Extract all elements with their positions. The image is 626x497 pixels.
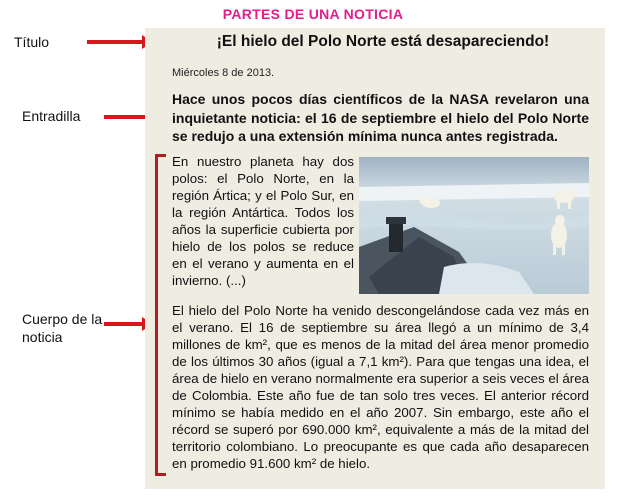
label-entradilla: Entradilla	[22, 108, 81, 124]
news-headline: ¡El hielo del Polo Norte está desapareciendo!	[216, 33, 550, 50]
news-lead: Hace unos pocos días científicos de la NASA revelaron una inquietante noticia: el 16 de septiembre el hielo del Polo Norte se redujo a una extensión mínima nunca antes registrada.	[172, 91, 589, 144]
label-titulo: Título	[14, 34, 50, 50]
news-body-full: El hielo del Polo Norte ha venido descongelándose cada vez más en el verano. El 16 de septiembre su área llegó a un mínimo de 3,4 millones de km², que es menos de la mitad del área menor promedio de los últimos 30 años (igual a 7,1 km²). Para que tengas una idea, el área de hielo en verano normalmente era superior a seis veces el área de Colombia. Este año fue de tan solo tres veces. El anterior récord mínimo se había medido en el año 2007. Sin embargo, este año el récord se superó por 690.000 km², equivalente a más de la mitad del territorio colombiano. Lo preocupante es que cada año desaparecen en promedio 91.600 km² de hielo.	[172, 303, 589, 471]
news-body-column: En nuestro planeta hay dos polos: el Polo Norte, en la región Ártica; y el Polo Sur, en la región Antártica. Todos los años la superficie cubierta por hielo de los polos se reduce en el verano y aumenta en el invierno. (...)	[172, 154, 354, 288]
arrow-cuerpo	[104, 322, 144, 326]
polar-bear-image	[359, 157, 589, 294]
news-date: Miércoles 8 de 2013.	[172, 67, 275, 79]
arrow-titulo	[87, 40, 144, 44]
label-cuerpo: Cuerpo de la noticia	[22, 311, 103, 345]
page-heading: PARTES DE UNA NOTICIA	[222, 6, 404, 22]
body-bracket	[155, 154, 166, 476]
polar-bear-photo	[359, 157, 589, 294]
